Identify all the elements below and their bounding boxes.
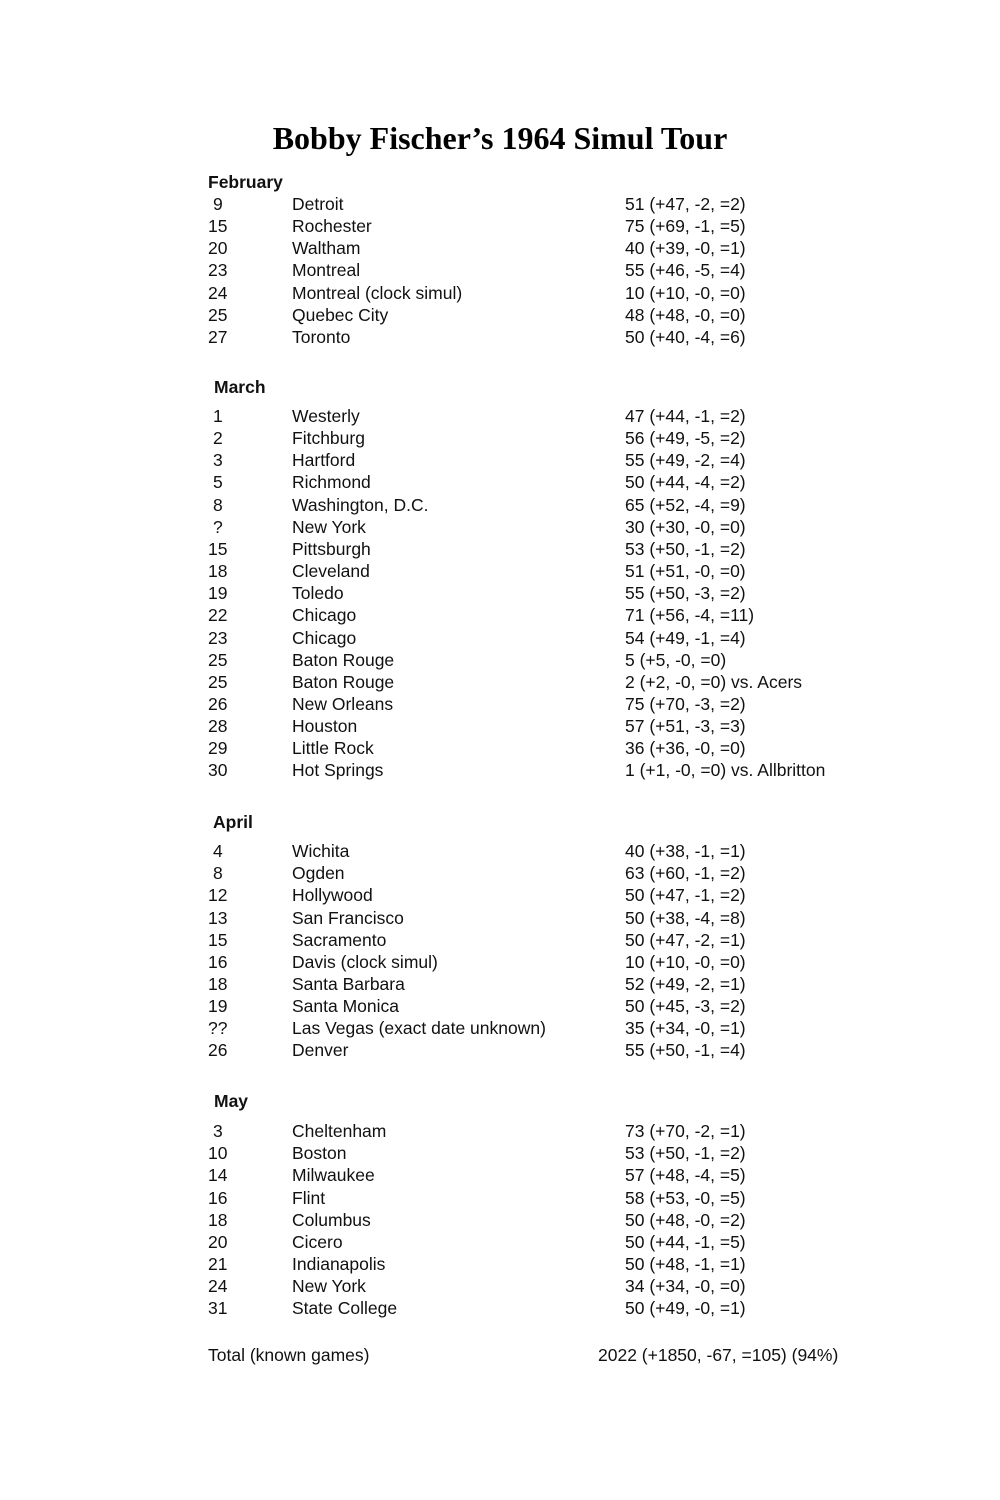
tour-city: Westerly <box>292 406 360 426</box>
tour-row <box>0 326 1000 348</box>
tour-city: Chicago <box>292 627 357 648</box>
tour-day: 19 <box>208 583 228 604</box>
tour-day: 23 <box>208 260 228 281</box>
tour-city: Davis (clock simul) <box>292 951 438 972</box>
tour-row <box>0 1142 1000 1164</box>
tour-row <box>0 649 1000 671</box>
tour-city: Santa Barbara <box>292 973 405 994</box>
month-heading-february: February <box>208 172 283 192</box>
tour-day: 10 <box>208 1143 228 1164</box>
tour-city: Milwaukee <box>292 1165 375 1186</box>
tour-result: 36 (+36, -0, =0) <box>625 738 746 759</box>
month-heading-may: May <box>214 1091 249 1111</box>
tour-result: 34 (+34, -0, =0) <box>625 1276 746 1296</box>
tour-day: 24 <box>208 1276 228 1296</box>
tour-row <box>0 1164 1000 1186</box>
tour-city: New York <box>292 1276 366 1296</box>
tour-row <box>0 995 1000 1017</box>
tour-city: Fitchburg <box>292 428 365 449</box>
tour-result: 40 (+38, -1, =1) <box>625 841 746 861</box>
tour-result: 1 (+1, -0, =0) vs. Allbritton <box>625 760 826 781</box>
tour-day: 18 <box>208 973 228 994</box>
tour-row <box>0 951 1000 973</box>
tour-day: 8 <box>213 863 223 884</box>
tour-row <box>0 304 1000 326</box>
tour-day: 23 <box>208 627 228 648</box>
tour-result: 75 (+69, -1, =5) <box>625 216 746 237</box>
tour-row <box>0 1253 1000 1275</box>
tour-day: ?? <box>208 1018 228 1039</box>
tour-result: 53 (+50, -1, =2) <box>625 538 746 559</box>
tour-city: Sacramento <box>292 929 387 950</box>
tour-day: 27 <box>208 326 228 347</box>
tour-day: 19 <box>208 996 228 1016</box>
tour-row <box>0 862 1000 884</box>
tour-day: 16 <box>208 1187 228 1208</box>
tour-day: 26 <box>208 1040 228 1061</box>
tour-row <box>0 494 1000 516</box>
tour-row <box>0 604 1000 626</box>
tour-row <box>0 884 1000 906</box>
tour-result: 53 (+50, -1, =2) <box>625 1143 746 1164</box>
tour-day: 9 <box>213 194 223 214</box>
tour-result: 10 (+10, -0, =0) <box>625 282 746 303</box>
tour-day: 28 <box>208 716 228 737</box>
tour-row <box>0 193 1000 215</box>
tour-day: 3 <box>213 1121 223 1141</box>
tour-day: 25 <box>208 304 228 325</box>
tour-city: Boston <box>292 1143 347 1164</box>
tour-city: Santa Monica <box>292 996 400 1016</box>
total-label: Total (known games) <box>208 1345 370 1365</box>
tour-row <box>0 1017 1000 1039</box>
tour-day: 2 <box>213 428 223 449</box>
tour-city: Richmond <box>292 472 371 493</box>
tour-day: 26 <box>208 694 228 714</box>
month-heading-march: March <box>214 377 266 397</box>
tour-row <box>0 737 1000 759</box>
tour-city: Baton Rouge <box>292 649 395 670</box>
tour-city: Houston <box>292 716 358 737</box>
tour-result: 35 (+34, -0, =1) <box>625 1018 746 1039</box>
tour-result: 58 (+53, -0, =5) <box>625 1187 746 1208</box>
tour-result: 51 (+51, -0, =0) <box>625 561 746 581</box>
tour-result: 50 (+40, -4, =6) <box>625 326 746 347</box>
tour-city: New York <box>292 516 366 537</box>
tour-result: 63 (+60, -1, =2) <box>625 863 746 884</box>
tour-result: 56 (+49, -5, =2) <box>625 428 746 449</box>
tour-row <box>0 759 1000 781</box>
tour-row <box>0 1039 1000 1061</box>
tour-city: Quebec City <box>292 304 389 325</box>
tour-city: Hartford <box>292 450 356 471</box>
tour-result: 65 (+52, -4, =9) <box>625 494 746 515</box>
tour-city: Detroit <box>292 194 344 214</box>
tour-row <box>0 282 1000 304</box>
tour-row <box>0 693 1000 715</box>
tour-day: 15 <box>208 929 228 950</box>
tour-day: 20 <box>208 238 228 259</box>
tour-day: 25 <box>208 671 228 692</box>
tour-result: 71 (+56, -4, =11) <box>625 605 755 626</box>
tour-row <box>0 1187 1000 1209</box>
tour-result: 55 (+50, -1, =4) <box>625 1040 746 1061</box>
tour-city: Cheltenham <box>292 1121 387 1141</box>
tour-result: 48 (+48, -0, =0) <box>625 304 746 325</box>
tour-row <box>0 1231 1000 1253</box>
tour-result: 54 (+49, -1, =4) <box>625 627 746 648</box>
tour-day: 21 <box>208 1253 228 1274</box>
tour-result: 50 (+45, -3, =2) <box>625 996 746 1016</box>
tour-city: State College <box>292 1298 398 1319</box>
tour-row <box>0 427 1000 449</box>
tour-row <box>0 259 1000 281</box>
tour-city: San Francisco <box>292 907 404 928</box>
tour-day: 18 <box>208 1209 228 1230</box>
tour-day: 12 <box>208 885 228 906</box>
tour-row <box>0 405 1000 427</box>
tour-row <box>0 237 1000 259</box>
tour-city: Rochester <box>292 216 372 237</box>
tour-day: 15 <box>208 216 228 237</box>
tour-row <box>0 715 1000 737</box>
tour-city: Ogden <box>292 863 345 884</box>
tour-city: Cleveland <box>292 561 370 581</box>
tour-row <box>0 1297 1000 1319</box>
tour-city: Columbus <box>292 1209 371 1230</box>
tour-day: 8 <box>213 494 223 515</box>
tour-day: 22 <box>208 605 228 626</box>
tour-day: 3 <box>213 450 223 471</box>
tour-row <box>0 449 1000 471</box>
tour-city: Washington, D.C. <box>292 494 429 515</box>
tour-city: Pittsburgh <box>292 538 371 559</box>
tour-result: 55 (+49, -2, =4) <box>625 450 746 471</box>
tour-day: 31 <box>208 1298 228 1319</box>
tour-row <box>0 1120 1000 1142</box>
tour-result: 5 (+5, -0, =0) <box>625 649 727 670</box>
tour-row <box>0 215 1000 237</box>
tour-row <box>0 471 1000 493</box>
tour-city: Denver <box>292 1040 349 1061</box>
tour-day: 16 <box>208 951 228 972</box>
tour-row <box>0 907 1000 929</box>
tour-row <box>0 973 1000 995</box>
tour-city: Baton Rouge <box>292 671 395 692</box>
tour-result: 47 (+44, -1, =2) <box>625 406 746 426</box>
tour-city: Las Vegas (exact date unknown) <box>292 1018 546 1039</box>
tour-row <box>0 516 1000 538</box>
tour-row <box>0 1209 1000 1231</box>
tour-day: 20 <box>208 1231 228 1252</box>
tour-day: 29 <box>208 738 228 759</box>
tour-row <box>0 840 1000 862</box>
tour-city: Indianapolis <box>292 1253 386 1274</box>
tour-result: 52 (+49, -2, =1) <box>625 973 746 994</box>
tour-row <box>0 929 1000 951</box>
tour-result: 50 (+48, -1, =1) <box>625 1253 746 1274</box>
tour-city: Montreal (clock simul) <box>292 282 463 303</box>
tour-city: Toledo <box>292 583 344 604</box>
tour-result: 55 (+46, -5, =4) <box>625 260 746 281</box>
tour-day: 24 <box>208 282 228 303</box>
tour-day: 25 <box>208 649 228 670</box>
tour-day: 13 <box>208 907 228 928</box>
tour-result: 57 (+51, -3, =3) <box>625 716 746 737</box>
tour-day: 4 <box>213 841 223 861</box>
tour-result: 50 (+47, -2, =1) <box>625 929 746 950</box>
tour-result: 50 (+44, -1, =5) <box>625 1231 746 1252</box>
tour-result: 50 (+48, -0, =2) <box>625 1209 746 1230</box>
tour-result: 55 (+50, -3, =2) <box>625 583 746 604</box>
tour-city: Flint <box>292 1187 326 1208</box>
tour-city: Waltham <box>292 238 361 259</box>
tour-city: Little Rock <box>292 738 374 759</box>
tour-city: New Orleans <box>292 694 394 714</box>
tour-day: 1 <box>213 406 223 426</box>
tour-day: 14 <box>208 1165 228 1186</box>
tour-row <box>0 1275 1000 1297</box>
tour-result: 50 (+44, -4, =2) <box>625 472 746 493</box>
tour-result: 30 (+30, -0, =0) <box>625 516 746 537</box>
tour-city: Montreal <box>292 260 361 281</box>
total-row <box>0 1344 1000 1366</box>
tour-city: Cicero <box>292 1231 343 1252</box>
tour-row <box>0 582 1000 604</box>
tour-city: Toronto <box>292 326 351 347</box>
tour-result: 50 (+49, -0, =1) <box>625 1298 746 1319</box>
tour-city: Hot Springs <box>292 760 384 781</box>
tour-result: 73 (+70, -2, =1) <box>625 1121 746 1141</box>
tour-result: 75 (+70, -3, =2) <box>625 694 746 714</box>
tour-result: 10 (+10, -0, =0) <box>625 951 746 972</box>
tour-result: 50 (+47, -1, =2) <box>625 885 746 906</box>
month-heading-april: April <box>213 812 253 832</box>
tour-day: 5 <box>213 472 223 493</box>
tour-city: Hollywood <box>292 885 373 906</box>
tour-result: 51 (+47, -2, =2) <box>625 194 746 214</box>
page-title: Bobby Fischer’s 1964 Simul Tour <box>272 120 728 156</box>
total-value: 2022 (+1850, -67, =105) (94%) <box>598 1345 839 1365</box>
tour-day: 18 <box>208 561 228 581</box>
tour-result: 40 (+39, -0, =1) <box>625 238 746 259</box>
tour-row <box>0 627 1000 649</box>
tour-row <box>0 560 1000 582</box>
tour-day: 30 <box>208 760 228 781</box>
tour-city: Chicago <box>292 605 357 626</box>
tour-result: 50 (+38, -4, =8) <box>625 907 746 928</box>
tour-row <box>0 538 1000 560</box>
tour-result: 57 (+48, -4, =5) <box>625 1165 746 1186</box>
tour-result: 2 (+2, -0, =0) vs. Acers <box>625 671 803 692</box>
tour-day: ? <box>213 516 223 537</box>
tour-city: Wichita <box>292 841 350 861</box>
tour-row <box>0 671 1000 693</box>
tour-day: 15 <box>208 538 228 559</box>
